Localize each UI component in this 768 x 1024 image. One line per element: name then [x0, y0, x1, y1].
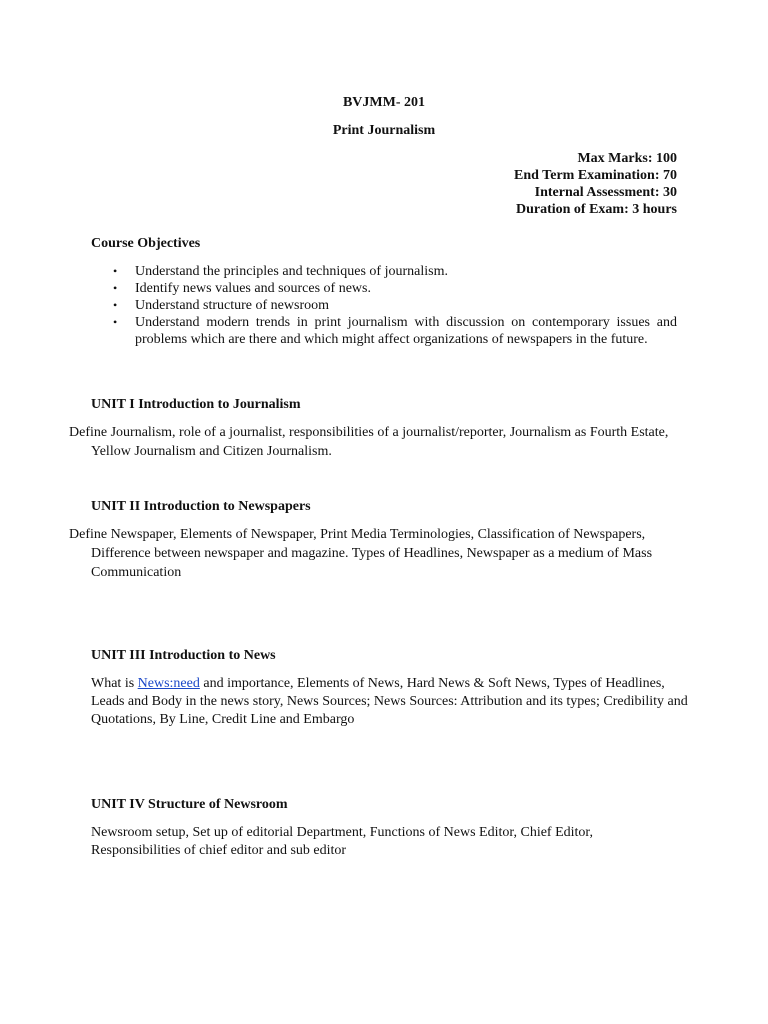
course-title: Print Journalism	[332, 123, 436, 138]
max-marks: Max Marks: 100	[577, 151, 677, 166]
list-item	[113, 297, 677, 314]
unit-4-body: Newsroom setup, Set up of editorial Department, Functions of News Editor, Chief Editor, Responsibilities of chief editor and sub editor	[91, 825, 594, 858]
objective-text: Understand the principles and techniques of journalism.	[135, 264, 448, 279]
unit-3-body-suffix: and importance, Elements of News, Hard News & Soft News, Types of Headlines, Leads and Body in the news story, News Sources; News Sources: Attribution and its types; Credibility and Quotations, By Line, Credit Line and Embargo	[91, 676, 688, 727]
bullet-icon: •	[113, 298, 118, 312]
marks-block	[514, 150, 677, 218]
objective-text: Understand structure of newsroom	[135, 298, 330, 313]
unit-3-body	[91, 675, 691, 729]
unit-2-body: Define Newspaper, Elements of Newspaper, Print Media Terminologies, Classification of Newspapers, Difference between newspaper and magazine. Types of Headlines, Newspaper as a medium of Mass Communication	[69, 527, 653, 580]
unit-3-body-prefix: What is	[91, 676, 138, 691]
bullet-icon: •	[113, 281, 118, 295]
unit-1-body: Define Journalism, role of a journalist, responsibilities of a journalist/reporter, Journalism as Fourth Estate, Yellow Journalism and Citizen Journalism.	[69, 425, 669, 459]
unit-4-heading: UNIT IV Structure of Newsroom	[91, 797, 288, 812]
bullet-icon: •	[113, 315, 118, 329]
unit-2-heading: UNIT II Introduction to Newspapers	[91, 499, 311, 514]
exam-duration: Duration of Exam: 3 hours	[515, 202, 677, 217]
objectives-heading: Course Objectives	[91, 236, 201, 251]
objective-text: Identify news values and sources of news.	[135, 281, 371, 296]
internal-assessment-marks: Internal Assessment: 30	[534, 185, 677, 200]
list-item	[113, 314, 677, 348]
unit-3-heading: UNIT III Introduction to News	[91, 648, 276, 663]
objective-text: Understand modern trends in print journalism with discussion on contemporary issues and problems which are there and which might affect organizations of newspapers in the future.	[135, 315, 677, 347]
unit-1-heading: UNIT I Introduction to Journalism	[91, 397, 301, 412]
list-item	[113, 280, 677, 297]
objectives-list	[91, 263, 677, 348]
news-need-link[interactable]: News:need	[137, 676, 200, 691]
end-term-marks: End Term Examination: 70	[514, 168, 677, 183]
bullet-icon: •	[113, 264, 118, 278]
list-item	[113, 263, 677, 280]
course-code: BVJMM- 201	[342, 95, 426, 110]
